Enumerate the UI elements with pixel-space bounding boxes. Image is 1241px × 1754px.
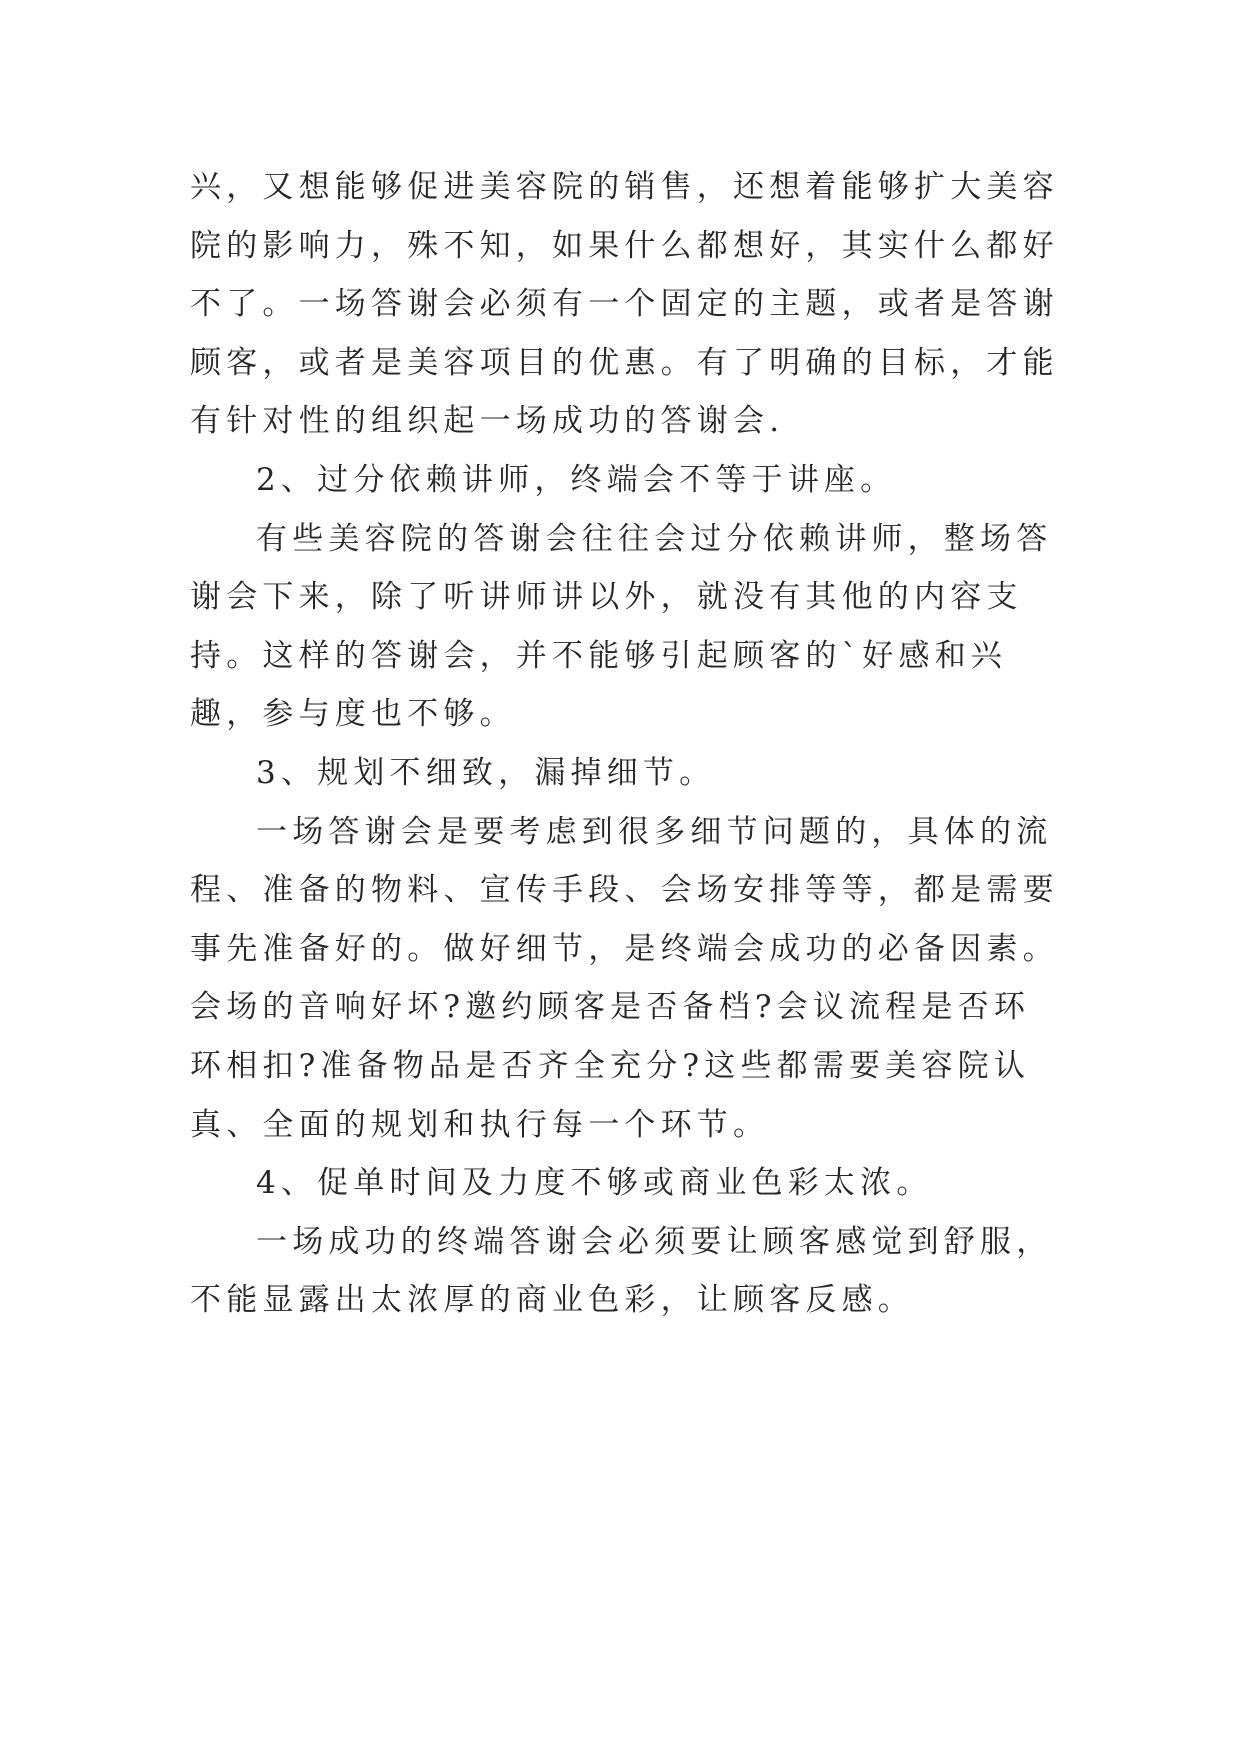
- paragraph-continuation: 兴，又想能够促进美容院的销售，还想着能够扩大美容院的影响力，殊不知，如果什么都想好，其实什么都好不了。一场答谢会必须有一个固定的主题，或者是答谢顾客，或者是美容项目的优惠。有了明确的目标，才能有针对性的组织起一场成功的答谢会.: [190, 169, 1059, 440]
- heading-point-2: 2、过分依赖讲师，终端会不等于讲座。: [256, 461, 897, 498]
- paragraph-point-2: 有些美容院的答谢会往往会过分依赖讲师，整场答谢会下来，除了听讲师讲以外，就没有其他的内容支持。这样的答谢会，并不能够引起顾客的`好感和兴趣，参与度也不够。: [190, 520, 1053, 733]
- heading-point-4: 4、促单时间及力度不够或商业色彩太浓。: [256, 1165, 933, 1202]
- document-body: [190, 158, 1060, 1330]
- heading-point-3: 3、规划不细致，漏掉细节。: [256, 754, 716, 791]
- paragraph-point-3: 一场答谢会是要考虑到很多细节问题的，具体的流程、准备的物料、宣传手段、会场安排等等，都是需要事先准备好的。做好细节，是终端会成功的必备因素。会场的音响好坏?邀约顾客是否备档?会议流程是否环环相扣?准备物品是否齐全充分?这些都需要美容院认真、全面的规划和执行每一个环节。: [190, 813, 1059, 1143]
- paragraph-point-4: 一场成功的终端答谢会必须要让顾客感觉到舒服，不能显露出太浓厚的商业色彩，让顾客反感。: [190, 1223, 1053, 1319]
